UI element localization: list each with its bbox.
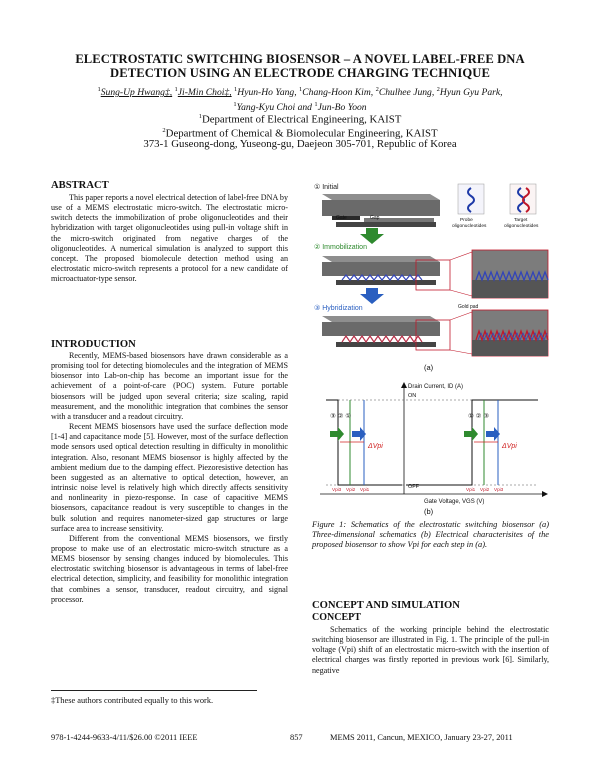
concept-heading: CONCEPT AND SIMULATION <box>312 600 460 611</box>
gap-label: Gap <box>370 215 380 221</box>
down-arrow-icon <box>360 228 384 244</box>
target-label-line-2: oligonucleotides <box>504 224 539 229</box>
tick-label: Vpi1 <box>466 487 476 492</box>
concept-text: Schematics of the working principle behind the electrostatic switching biosensor are illustrated in Fig. 1. The principle of the pull-in voltage (Vpi) shift of an electrostatic micro-switch with the insertion of electrical charges was firstly reported in previous work [6]. Similarly, negative <box>312 625 549 675</box>
tick-label: Vpi2 <box>346 487 356 492</box>
introduction-heading: INTRODUCTION <box>51 339 136 350</box>
tick-label: Vpi2 <box>480 487 490 492</box>
author: $^1$Chang-Hoon Kim, <box>299 86 374 99</box>
iv-plot <box>320 382 548 505</box>
tick-label: Vpi3 <box>494 487 504 492</box>
paper-title <box>30 52 570 80</box>
figure-caption: Figure 1: Schematics of the electrostatic switching biosensor (a) Three-dimensional schematics (b) Electrical characterisites of the proposed biosensor to show Vpi for each step in (a). <box>312 520 549 550</box>
device-initial <box>322 194 440 227</box>
gold-pad-label: Gold pad <box>458 304 479 310</box>
y-axis-label: Drain Current, ID (A) <box>408 384 464 390</box>
circled-order-left: ③ ② ① <box>330 413 352 420</box>
affiliation-address: 373-1 Guseong-dong, Yuseong-gu, Daejeon 305-701, Republic of Korea <box>143 138 457 150</box>
down-arrow-icon <box>360 288 384 304</box>
author: $^2$Chulhee Jung, <box>375 86 435 99</box>
on-label: ON <box>408 393 417 399</box>
right-arrow-icon <box>330 427 344 441</box>
right-arrow-icon <box>464 427 478 441</box>
introduction-body <box>51 351 288 605</box>
device-hybridized <box>322 310 548 356</box>
affiliation-1: $^1$Department of Electrical Engineering, KAIST <box>198 113 402 126</box>
footer-conference: MEMS 2011, Cancun, MEXICO, January 23-27, 2011 <box>330 733 513 742</box>
delta-vpi-right: ΔVpi <box>502 443 517 450</box>
step-1-label: ① Initial <box>314 184 339 191</box>
probe-label-line-1: Probe <box>460 218 473 223</box>
concept-subheading: CONCEPT <box>312 612 361 623</box>
footnote-rule <box>51 690 257 691</box>
panel-a-label: (a) <box>424 363 434 372</box>
title-line-2: DETECTION USING AN ELECTRODE CHARGING TECHNIQUE <box>110 66 490 80</box>
tick-label: Vpi1 <box>360 487 370 492</box>
step-3-label: ③ Hybridization <box>314 305 363 312</box>
panel-b-label: (b) <box>424 507 434 516</box>
intro-paragraph-1: Recently, MEMS-based biosensors have drawn considerable as a promising tool for detecting biomolecules and the integration of MEMS biosensor into Lab-on-chip has become an important issue for the achievement of a point-of-care (POC) system. Future portable biosensors will be judged upon several criteria; size scaling, rapid measurement, and the monolithic integration that combines the sensor with a transducer and a readout circuitry. <box>51 351 288 421</box>
device-immobilized <box>322 250 548 310</box>
off-label: OFF <box>408 484 419 490</box>
affiliation-2: $^2$Department of Chemical & Biomolecular Engineering, KAIST <box>162 127 438 140</box>
author: $^1$Ji-Min Choi‡, <box>174 86 232 99</box>
delta-vpi-left: ΔVpi <box>368 443 383 450</box>
footer-page-number: 857 <box>290 733 303 742</box>
abstract-heading: ABSTRACT <box>51 180 109 191</box>
legend-target <box>504 184 539 229</box>
title-line-1: ELECTROSTATIC SWITCHING BIOSENSOR – A NOVEL LABEL-FREE DNA <box>75 52 525 66</box>
abstract-text: This paper reports a novel electrical detection of label-free DNA by use of a MEMS electrostatic micro-switch. The electrostatic micro-switch detects the immobilization of probe oligonucleotides and their hybridization with target oligonucleotides using pull-in voltage shift in the micro-switch originated from negative charges of the oligonucleotides. A numerical simulation is analyzed to support this concept. The proposed biomolecule detection method using an electrostatic micro-switch represents a protocol for a new candidate of microactuator-type sensor. <box>51 193 288 284</box>
author: $^1$Hyun-Ho Yang, <box>234 86 297 99</box>
author: $^1$Jun-Bo Yoon <box>314 101 367 114</box>
footer-isbn: 978-1-4244-9633-4/11/$26.00 ©2011 IEEE <box>51 733 198 742</box>
tick-label: Vpi3 <box>332 487 342 492</box>
intro-paragraph-3: Different from the conventional MEMS biosensors, we firstly propose to make use of an electrostatic micro-switch structure as a MEMS biosensor by sensing changes induced by biomolecules. This electrostatic switching biosensor is advantageous in terms of label-free electrical detection, simplicity, and feasibility for monolithic integration that combines a sensor, transducer, readout circuitry, and signal processor. <box>51 533 288 604</box>
circled-order-right: ① ② ③ <box>468 413 490 420</box>
legend-probe <box>452 184 487 229</box>
footnote: ‡These authors contributed equally to this work. <box>51 696 214 705</box>
author: $^1$Yang-Kyu Choi and <box>233 101 312 114</box>
author: $^2$Hyun Gyu Park, <box>436 86 503 99</box>
probe-label-line-2: oligonucleotides <box>452 224 487 229</box>
figure-1 <box>312 176 552 516</box>
x-axis-label: Gate Voltage, VGS (V) <box>424 499 485 505</box>
author: $^1$Sung-Up Hwang‡, <box>97 86 173 99</box>
target-label-line-1: Target <box>514 218 528 223</box>
gate-label: Gate <box>336 215 347 221</box>
intro-paragraph-2: Recent MEMS biosensors have used the surface deflection mode [1-4] and capacitance mode [5]. However, most of the surface deflection mode sensors used optical detection resulting in difficulty in monolithic integration. Also, resonant MEMS biosensor is highly affected by the ambient medium due to the damping effect. Piezoresistive detection has been suggested as an alternative to optical detection, however, an intrinsic noise level is relatively high which directly affects sensitivity and nonlinearity in piezo-response. In case of capacitive MEMS biosensors, capacitance readout is very susceptible to changes in the bulk solution and requires nanometer-sized gap structures or large surface area to increase sensitivity. <box>51 422 288 533</box>
step-2-label: ② Immobilization <box>314 244 367 251</box>
